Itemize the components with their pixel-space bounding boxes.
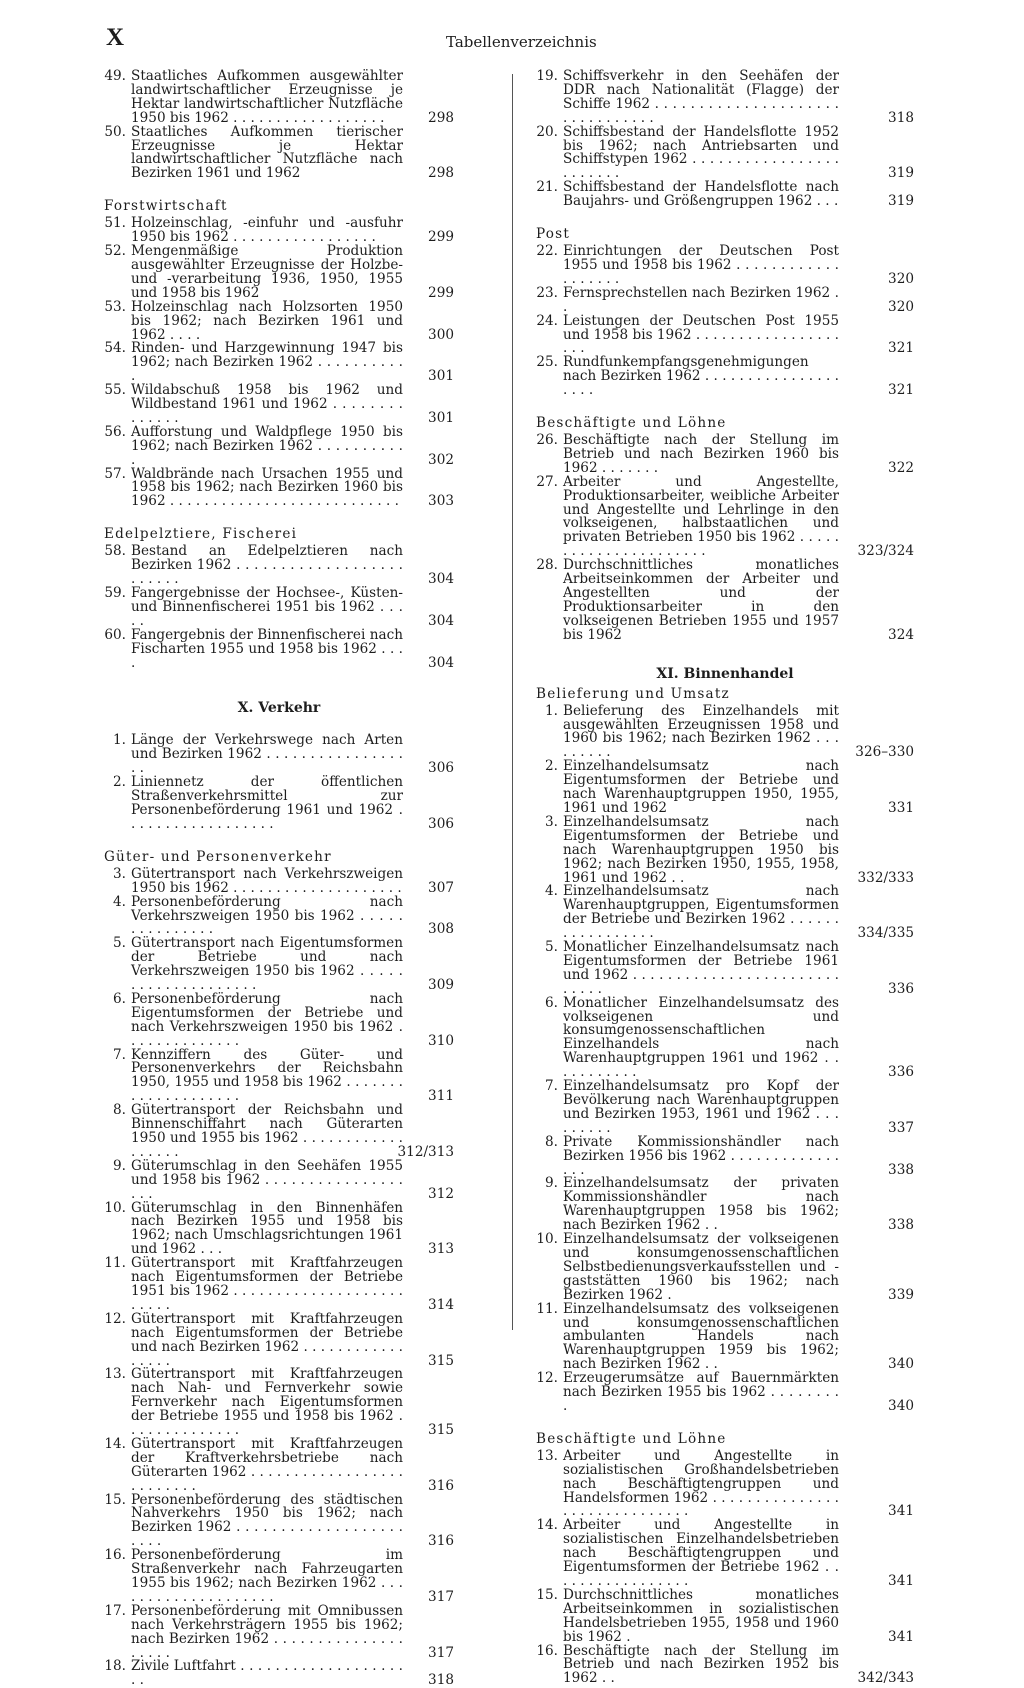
entry-number: 16. bbox=[536, 1642, 558, 1659]
entry-title: Wildabschuß 1958 bis 1962 und Wildbestand 1961 und 1962 . . . . . . . . . . . . . . bbox=[131, 382, 403, 426]
entry-number: 9. bbox=[545, 1175, 558, 1192]
entry-page: 334/335 bbox=[857, 925, 914, 942]
entry-title: Liniennetz der öffentlichen Straßenverkehrsmittel zur Personenbeförderung 1961 und 1962 . . . . . . . . . . . . . . . . . . bbox=[131, 774, 403, 832]
toc-entry bbox=[536, 473, 914, 560]
entry-title: Einzelhandelsumsatz des volkseigenen und konsumgenossenschaftlichen ambulanten Handels nach Warenhauptgruppen 1959 bis 1962; nach Bezirken 1962 . . bbox=[563, 1300, 839, 1373]
section-heading: Belieferung und Umsatz bbox=[536, 685, 730, 702]
entry-title: Rundfunkempfangsgenehmigungen nach Bezirken 1962 . . . . . . . . . . . . . . . . . . . . bbox=[563, 354, 839, 399]
entry-page: 341 bbox=[888, 1573, 914, 1589]
entry-title: Schiffsbestand der Handelsflotte nach Baujahrs- und Größengruppen 1962 . . . bbox=[563, 179, 839, 210]
entry-page: 301 bbox=[428, 368, 454, 385]
toc-entry bbox=[536, 813, 914, 886]
entry-page: 312 bbox=[428, 1185, 454, 1202]
entry-number: 15. bbox=[104, 1491, 126, 1508]
entry-number: 12. bbox=[536, 1370, 558, 1387]
entry-number: 60. bbox=[104, 626, 126, 643]
entry-number: 26. bbox=[536, 432, 558, 449]
entry-title: Gütertransport nach Verkehrszweigen 1950 bis 1962 . . . . . . . . . . . . . . . . . . . . bbox=[131, 865, 403, 896]
entry-number: 11. bbox=[104, 1255, 126, 1272]
entry-page: 320 bbox=[888, 270, 914, 287]
entry-number: 5. bbox=[113, 935, 126, 952]
entry-title: Schiffsbestand der Handelsflotte 1952 bis 1962; nach Antriebsarten und Schiffstypen 1962 . . . . . . . . . . . . . . . . . . . . . . . . bbox=[563, 123, 839, 182]
entry-title: Holzeinschlag, -einfuhr und -ausfuhr 1950 bis 1962 . . . . . . . . . . . . . . . . . bbox=[131, 215, 403, 246]
entry-title: Einrichtungen der Deutschen Post 1955 und 1958 bis 1962 . . . . . . . . . . . . . . . . . . . bbox=[563, 243, 839, 287]
entry-number: 27. bbox=[536, 473, 558, 490]
entry-number: 2. bbox=[113, 774, 126, 791]
toc-entry bbox=[104, 1104, 454, 1160]
toc-entry bbox=[536, 1233, 914, 1303]
entry-number: 25. bbox=[536, 354, 558, 371]
toc-entry bbox=[104, 1368, 454, 1438]
toc-entry bbox=[104, 865, 454, 896]
entry-number: 6. bbox=[545, 994, 558, 1011]
entry-number: 4. bbox=[113, 893, 126, 910]
section-heading: Forstwirtschaft bbox=[104, 198, 228, 215]
entry-number: 53. bbox=[104, 298, 126, 315]
toc-entry bbox=[536, 1133, 914, 1178]
entry-number: 56. bbox=[104, 423, 126, 440]
entry-page: 339 bbox=[888, 1286, 914, 1303]
entry-page: 316 bbox=[428, 1477, 454, 1494]
entry-number: 18. bbox=[104, 1658, 126, 1675]
entry-page: 312/313 bbox=[397, 1143, 454, 1160]
entry-page: 310 bbox=[428, 1032, 454, 1049]
entry-title: Belieferung des Einzelhandels mit ausgewählten Erzeugnissen 1958 und 1960 bis 1962; nach Bezirken 1962 . . . . . . . . . bbox=[563, 702, 839, 761]
toc-entry bbox=[104, 423, 454, 468]
entry-number: 1. bbox=[113, 732, 126, 749]
toc-entry bbox=[104, 298, 454, 343]
entry-title: Länge der Verkehrswege nach Arten und Bezirken 1962 . . . . . . . . . . . . . . . . . . bbox=[131, 732, 403, 777]
entry-number: 58. bbox=[104, 543, 126, 560]
entry-title: Waldbrände nach Ursachen 1955 und 1958 bis 1962; nach Bezirken 1960 bis 1962 . . . . . . . . . . . . . . . . . . . . . . . . . . . bbox=[131, 465, 403, 510]
entry-page: 340 bbox=[888, 1356, 914, 1373]
page-number: X bbox=[106, 24, 125, 51]
entry-page: 318 bbox=[428, 1672, 454, 1688]
entry-number: 4. bbox=[545, 883, 558, 900]
entry-number: 55. bbox=[104, 382, 126, 399]
toc-entry bbox=[104, 587, 454, 629]
entry-title: Mengenmäßige Produktion ausgewählter Erzeugnisse der Holzbe- und -verarbeitung 1936, 1950, 1955 und 1958 bis 1962 bbox=[131, 243, 403, 301]
entry-number: 9. bbox=[113, 1157, 126, 1174]
toc-entry bbox=[104, 1157, 454, 1202]
entry-number: 10. bbox=[536, 1231, 558, 1248]
entry-title: Beschäftigte nach der Stellung im Betrieb und nach Bezirken 1960 bis 1962 . . . . . . . bbox=[563, 432, 839, 476]
entry-title: Arbeiter und Angestellte in sozialistischen Großhandelsbetrieben nach Beschäftigtengruppen und Handelsformen 1962 . . . . . . . . . . . . . . . . . . . . . . . . . . . . . . bbox=[563, 1447, 839, 1520]
section-heading: Beschäftigte und Löhne bbox=[536, 1430, 727, 1447]
toc-entry bbox=[536, 1447, 914, 1520]
entry-title: Personenbeförderung mit Omnibussen nach Verkehrsträgern 1955 bis 1962; nach Bezirken 1962 . . . . . . . . . . . . . . . . . . . . bbox=[131, 1602, 403, 1661]
toc-entry bbox=[104, 1046, 454, 1105]
entry-number: 13. bbox=[536, 1447, 558, 1464]
toc-entry bbox=[104, 1549, 454, 1605]
entry-number: 49. bbox=[104, 68, 126, 84]
entry-page: 302 bbox=[428, 451, 454, 468]
column-divider bbox=[512, 74, 513, 1330]
entry-page: 309 bbox=[428, 977, 454, 994]
toc-entry bbox=[536, 1300, 914, 1373]
entry-page: 321 bbox=[888, 340, 914, 357]
entry-title: Durchschnittliches monatliches Arbeitseinkommen der Arbeiter und Angestellten und der Produktionsarbeiter in den volkseigenen Betrieben 1955 und 1957 bis 1962 bbox=[563, 557, 839, 643]
entry-number: 50. bbox=[104, 123, 126, 140]
toc-entry bbox=[104, 70, 454, 126]
entry-page: 341 bbox=[888, 1628, 914, 1645]
entry-page: 308 bbox=[428, 921, 454, 938]
toc-entry bbox=[536, 760, 914, 816]
entry-page: 326–330 bbox=[855, 744, 914, 761]
toc-entry bbox=[536, 284, 914, 315]
entry-title: Durchschnittliches monatliches Arbeitseinkommen in sozialistischen Handelsbetrieben 1955, 1958 und 1960 bis 1962 . bbox=[563, 1586, 839, 1645]
entry-title: Einzelhandelsumsatz der privaten Kommissionshändler nach Warenhauptgruppen 1958 bis 1962; nach Bezirken 1962 . . bbox=[563, 1175, 839, 1234]
toc-entry bbox=[536, 885, 914, 941]
toc-entry bbox=[104, 1491, 454, 1550]
section-heading: Güter- und Personenverkehr bbox=[104, 848, 332, 865]
toc-entry bbox=[536, 941, 914, 997]
entry-page: 298 bbox=[428, 165, 454, 182]
page-title: Tabellenverzeichnis bbox=[446, 33, 597, 51]
entry-title: Staatliches Aufkommen tierischer Erzeugnisse je Hektar landwirtschaftlicher Nutzfläche nach Bezirken 1961 und 1962 bbox=[131, 123, 403, 182]
entry-title: Gütertransport der Reichsbahn und Binnenschiffahrt nach Güterarten 1950 und 1955 bis 1962 . . . . . . . . . . . . . . . . . . bbox=[131, 1102, 403, 1160]
entry-number: 54. bbox=[104, 340, 126, 357]
toc-entry bbox=[104, 1257, 454, 1313]
entry-number: 14. bbox=[536, 1517, 558, 1534]
entry-title: Gütertransport mit Kraftfahrzeugen der Kraftverkehrsbetriebe nach Güterarten 1962 . . . . . . . . . . . . . . . . . . . . . . . . . . bbox=[131, 1435, 403, 1494]
entry-page: 313 bbox=[428, 1241, 454, 1258]
entry-title: Bestand an Edelpelztieren nach Bezirken 1962 . . . . . . . . . . . . . . . . . . . . . . . . . bbox=[131, 543, 403, 588]
entry-number: 19. bbox=[536, 68, 558, 84]
entry-number: 3. bbox=[545, 813, 558, 830]
entry-page: 315 bbox=[428, 1422, 454, 1439]
entry-title: Güterumschlag in den Binnenhäfen nach Bezirken 1955 und 1958 bis 1962; nach Umschlagsrichtungen 1961 und 1962 . . . bbox=[131, 1199, 403, 1258]
toc-entry bbox=[104, 990, 454, 1049]
toc-entry bbox=[536, 702, 914, 761]
entry-title: Erzeugerumsätze auf Bauernmärkten nach Bezirken 1955 bis 1962 . . . . . . . . . bbox=[563, 1370, 839, 1414]
entry-title: Arbeiter und Angestellte in sozialistischen Einzelhandelsbetrieben nach Beschäftigtengruppen und Eigentumsformen der Betriebe 1962 . . . . . . . . . . . . . . . . . bbox=[563, 1517, 839, 1589]
toc-entry bbox=[536, 994, 914, 1081]
toc-entry bbox=[536, 1642, 914, 1687]
toc-entry bbox=[536, 356, 914, 398]
entry-number: 20. bbox=[536, 123, 558, 140]
entry-number: 28. bbox=[536, 557, 558, 574]
entry-number: 22. bbox=[536, 243, 558, 260]
entry-title: Fangergebnis der Binnenfischerei nach Fischarten 1955 und 1958 bis 1962 . . . . bbox=[131, 626, 403, 671]
entry-number: 23. bbox=[536, 284, 558, 301]
toc-entry bbox=[104, 776, 454, 832]
entry-title: Gütertransport mit Kraftfahrzeugen nach Eigentumsformen der Betriebe 1951 bis 1962 . . . . . . . . . . . . . . . . . . . . . . . . . bbox=[131, 1255, 403, 1313]
toc-entry bbox=[536, 70, 914, 126]
toc-entry bbox=[104, 123, 454, 182]
entry-number: 52. bbox=[104, 243, 126, 260]
entry-title: Kennziffern des Güter- und Personenverkehrs der Reichsbahn 1950, 1955 und 1958 bis 1962 . . . . . . . . . . . . . . . . . . . . bbox=[131, 1046, 403, 1105]
entry-title: Private Kommissionshändler nach Bezirken 1956 bis 1962 . . . . . . . . . . . . . . . . bbox=[563, 1133, 839, 1178]
entry-title: Leistungen der Deutschen Post 1955 und 1958 bis 1962 . . . . . . . . . . . . . . . . . . . . bbox=[563, 312, 839, 357]
entry-page: 316 bbox=[428, 1533, 454, 1550]
entry-page: 342/343 bbox=[857, 1670, 914, 1687]
entry-title: Fangergebnisse der Hochsee-, Küsten- und Binnenfischerei 1951 bis 1962 . . . . . bbox=[131, 585, 403, 629]
entry-number: 7. bbox=[545, 1078, 558, 1095]
entry-page: 306 bbox=[428, 815, 454, 832]
toc-entry bbox=[536, 312, 914, 357]
entry-page: 336 bbox=[888, 1064, 914, 1081]
entry-page: 319 bbox=[888, 165, 914, 182]
entry-title: Personenbeförderung nach Verkehrszweigen 1950 bis 1962 . . . . . . . . . . . . . . . bbox=[131, 893, 403, 938]
entry-title: Arbeiter und Angestellte, Produktionsarbeiter, weibliche Arbeiter und Angestellte und Lehrlinge in den volkseigenen, halbstaatlichen und privaten Betrieben 1950 bis 1962 . . . . . . . . . . . . . . . . . . . . . . bbox=[563, 473, 839, 560]
entry-title: Personenbeförderung nach Eigentumsformen der Betriebe und nach Verkehrszweigen 1950 bis 1962 . . . . . . . . . . . . . . bbox=[131, 990, 403, 1049]
toc-entry bbox=[536, 434, 914, 476]
entry-page: 318 bbox=[888, 109, 914, 126]
entry-title: Holzeinschlag nach Holzsorten 1950 bis 1962; nach Bezirken 1961 und 1962 . . . . bbox=[131, 298, 403, 343]
toc-entry bbox=[104, 937, 454, 993]
entry-number: 13. bbox=[104, 1366, 126, 1383]
toc-entry bbox=[104, 217, 454, 245]
entry-title: Einzelhandelsumsatz der volkseigenen und konsumgenossenschaftlichen Selbstbedienungsverkaufsstellen und -gaststätten 1960 bis 1962; nach Bezirken 1962 . bbox=[563, 1231, 839, 1303]
toc-entry bbox=[536, 559, 914, 642]
entry-page: 301 bbox=[428, 409, 454, 426]
toc-entry bbox=[104, 1435, 454, 1494]
toc-entry bbox=[536, 123, 914, 182]
toc-entry bbox=[104, 1199, 454, 1258]
entry-title: Fernsprechstellen nach Bezirken 1962 . . bbox=[563, 284, 839, 315]
entry-title: Aufforstung und Waldpflege 1950 bis 1962; nach Bezirken 1962 . . . . . . . . . . . bbox=[131, 423, 403, 468]
entry-page: 317 bbox=[428, 1644, 454, 1661]
toc-entry bbox=[104, 342, 454, 384]
chapter-heading: XI. Binnenhandel bbox=[656, 665, 794, 682]
entry-number: 15. bbox=[536, 1586, 558, 1603]
entry-title: Gütertransport mit Kraftfahrzeugen nach Nah- und Fernverkehr sowie Fernverkehr nach Eigentumsformen der Betriebe 1955 und 1958 bis 1962 . . . . . . . . . . . . . . bbox=[131, 1366, 403, 1439]
entry-title: Rinden- und Harzgewinnung 1947 bis 1962; nach Bezirken 1962 . . . . . . . . . . . bbox=[131, 340, 403, 385]
entry-number: 17. bbox=[104, 1602, 126, 1619]
toc-entry bbox=[536, 1372, 914, 1414]
toc-entry bbox=[536, 1519, 914, 1589]
entry-page: 304 bbox=[428, 571, 454, 588]
entry-title: Personenbeförderung des städtischen Nahverkehrs 1950 bis 1962; nach Bezirken 1962 . . . . . . . . . . . . . . . . . . . . . . . bbox=[131, 1491, 403, 1550]
entry-title: Einzelhandelsumsatz nach Eigentumsformen der Betriebe und nach Warenhauptgruppen 1950 bis 1962; nach Bezirken 1950, 1955, 1958, 1961 und 1962 . . bbox=[563, 813, 839, 886]
entry-title: Staatliches Aufkommen ausgewählter landwirtschaftlicher Erzeugnisse je Hektar landwirtschaftlicher Nutzfläche 1950 bis 1962 . . . . . . . . . . . . . . . . . . bbox=[131, 68, 403, 126]
entry-title: Einzelhandelsumsatz nach Eigentumsformen der Betriebe und nach Warenhauptgruppen 1950, 1955, 1961 und 1962 bbox=[563, 758, 839, 816]
entry-number: 5. bbox=[545, 939, 558, 956]
entry-title: Monatlicher Einzelhandelsumsatz des volkseigenen und konsumgenossenschaftlichen Einzelhandels nach Warenhauptgruppen 1961 und 1962 . . . . . . . . . . . bbox=[563, 994, 839, 1081]
entry-title: Beschäftigte nach der Stellung im Betrieb und nach Bezirken 1952 bis 1962 . . bbox=[563, 1642, 839, 1687]
entry-page: 338 bbox=[888, 1161, 914, 1178]
left-column bbox=[104, 70, 454, 1688]
entry-title: Gütertransport mit Kraftfahrzeugen nach Eigentumsformen der Betriebe und nach Bezirken 1962 . . . . . . . . . . . . . . . . . bbox=[131, 1310, 403, 1369]
entry-title: Monatlicher Einzelhandelsumsatz nach Eigentumsformen der Betriebe 1961 und 1962 . . . . . . . . . . . . . . . . . . . . . . . . . . . . . bbox=[563, 939, 839, 997]
entry-number: 2. bbox=[545, 758, 558, 775]
entry-number: 14. bbox=[104, 1435, 126, 1452]
toc-entry bbox=[104, 626, 454, 671]
entry-page: 337 bbox=[888, 1119, 914, 1136]
entry-page: 323/324 bbox=[857, 543, 914, 560]
entry-page: 298 bbox=[428, 109, 454, 126]
entry-page: 332/333 bbox=[857, 869, 914, 886]
section-heading: Edelpelztiere, Fischerei bbox=[104, 526, 298, 543]
entry-page: 336 bbox=[888, 980, 914, 997]
entry-page: 314 bbox=[428, 1296, 454, 1313]
entry-title: Einzelhandelsumsatz pro Kopf der Bevölkerung nach Warenhauptgruppen und Bezirken 1953, 1961 und 1962 . . . . . . . . . bbox=[563, 1078, 839, 1136]
entry-page: 338 bbox=[888, 1217, 914, 1234]
toc-entry bbox=[536, 1080, 914, 1136]
toc-entry bbox=[104, 893, 454, 938]
entry-page: 320 bbox=[888, 298, 914, 315]
entry-page: 331 bbox=[888, 799, 914, 816]
entry-page: 317 bbox=[428, 1588, 454, 1605]
entry-title: Zivile Luftfahrt . . . . . . . . . . . . . . . . . . . . . bbox=[131, 1658, 403, 1688]
toc-entry bbox=[536, 181, 914, 209]
entry-page: 311 bbox=[428, 1088, 454, 1105]
entry-page: 324 bbox=[888, 626, 914, 643]
toc-entry bbox=[104, 245, 454, 301]
toc-entry bbox=[536, 1586, 914, 1645]
entry-page: 303 bbox=[428, 493, 454, 510]
entry-page: 322 bbox=[888, 459, 914, 476]
toc-entry bbox=[104, 1660, 454, 1688]
section-heading: Post bbox=[536, 226, 571, 243]
toc-entry bbox=[536, 245, 914, 287]
toc-entry bbox=[104, 545, 454, 587]
entry-page: 299 bbox=[428, 229, 454, 246]
entry-number: 11. bbox=[536, 1300, 558, 1317]
toc-entry bbox=[104, 1602, 454, 1661]
entry-number: 7. bbox=[113, 1046, 126, 1063]
entry-page: 341 bbox=[888, 1503, 914, 1520]
chapter-heading: X. Verkehr bbox=[237, 700, 321, 717]
right-column bbox=[536, 70, 914, 1686]
entry-number: 24. bbox=[536, 312, 558, 329]
entry-number: 57. bbox=[104, 465, 126, 482]
toc-entry bbox=[104, 734, 454, 776]
entry-number: 21. bbox=[536, 179, 558, 196]
entry-page: 307 bbox=[428, 879, 454, 896]
toc-entry bbox=[536, 1177, 914, 1233]
toc-entry bbox=[104, 465, 454, 510]
entry-page: 306 bbox=[428, 760, 454, 777]
entry-title: Personenbeförderung im Straßenverkehr nach Fahrzeugarten 1955 bis 1962; nach Bezirken 1962 . . . . . . . . . . . . . . . . . . . . bbox=[131, 1547, 403, 1605]
section-heading: Beschäftigte und Löhne bbox=[536, 415, 727, 432]
entry-number: 8. bbox=[545, 1133, 558, 1150]
entry-page: 304 bbox=[428, 654, 454, 671]
entry-page: 304 bbox=[428, 612, 454, 629]
entry-page: 340 bbox=[888, 1397, 914, 1414]
entry-number: 10. bbox=[104, 1199, 126, 1216]
entry-page: 321 bbox=[888, 382, 914, 399]
entry-page: 319 bbox=[888, 193, 914, 210]
entry-number: 59. bbox=[104, 585, 126, 601]
entry-title: Schiffsverkehr in den Seehäfen der DDR nach Nationalität (Flagge) der Schiffe 1962 . . . . . . . . . . . . . . . . . . . . . . . . . . . . . . . . bbox=[563, 68, 839, 126]
entry-number: 12. bbox=[104, 1310, 126, 1327]
entry-number: 1. bbox=[545, 702, 558, 719]
entry-page: 299 bbox=[428, 284, 454, 301]
toc-entry bbox=[104, 384, 454, 426]
entry-number: 51. bbox=[104, 215, 126, 232]
entry-title: Einzelhandelsumsatz nach Warenhauptgruppen, Eigentumsformen der Betriebe und Bezirken 1962 . . . . . . . . . . . . . . . . . bbox=[563, 883, 839, 942]
entry-number: 8. bbox=[113, 1102, 126, 1119]
entry-title: Gütertransport nach Eigentumsformen der Betriebe und nach Verkehrszweigen 1950 bis 1962 . . . . . . . . . . . . . . . . . . . . bbox=[131, 935, 403, 994]
entry-page: 315 bbox=[428, 1352, 454, 1369]
entry-page: 300 bbox=[428, 326, 454, 343]
entry-number: 6. bbox=[113, 990, 126, 1007]
entry-number: 16. bbox=[104, 1547, 126, 1564]
entry-number: 3. bbox=[113, 865, 126, 882]
toc-entry bbox=[104, 1310, 454, 1369]
entry-title: Güterumschlag in den Seehäfen 1955 und 1958 bis 1962 . . . . . . . . . . . . . . . . . . . bbox=[131, 1157, 403, 1202]
